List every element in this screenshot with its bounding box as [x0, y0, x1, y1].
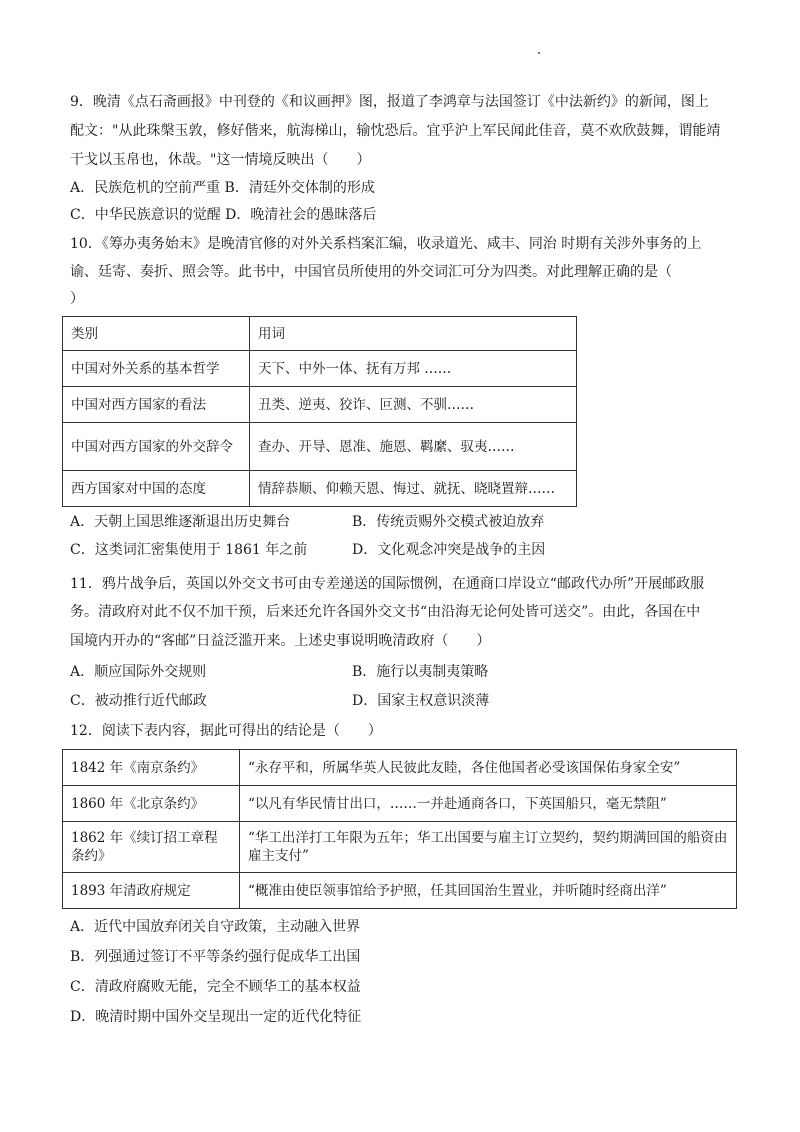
q10-vocabulary-table: [62, 316, 577, 507]
q9-stem-line3: 干戈以玉帛也，休哉。"这一情境反映出（ ）: [70, 152, 371, 168]
q10-option-d: D．文化观念冲突是战争的主因: [352, 542, 546, 558]
table-cell: 情辞恭顺、仰赖天恩、悔过、就抚、晓晓置辩……: [250, 471, 577, 507]
q10-option-a: A．天朝上国思维逐渐退出历史舞台: [70, 514, 291, 530]
table-header-row: [63, 317, 577, 351]
q9-option-ab: A．民族危机的空前严重 B．清廷外交体制的形成: [70, 180, 375, 196]
table-row: [63, 822, 737, 873]
table-cell: “永存平和，所属华英人民彼此友睦，各住他国者必受该国保佑身家全安”: [240, 750, 737, 786]
table-cell: “以凡有华民情甘出口，……一并赴通商各口，下英国船只，毫无禁阻”: [240, 786, 737, 822]
q12-treaty-table: [62, 749, 737, 909]
q12-stem: 12．阅读下表内容，据此可得出的结论是（ ）: [70, 723, 382, 739]
q12-option-b: B．列强通过签订不平等条约强行促成华工出国: [70, 949, 361, 965]
table-cell: 西方国家对中国的态度: [63, 471, 250, 507]
table-row: [63, 750, 737, 786]
q12-option-d: D．晚清时期中国外交呈现出一定的近代化特征: [70, 1009, 362, 1025]
table-cell: 1862 年《续订招工章程条约》: [63, 822, 240, 873]
table-cell: 1842 年《南京条约》: [63, 750, 240, 786]
q10-option-c: C．这类词汇密集使用于 1861 年之前: [70, 542, 308, 558]
q10-option-b: B．传统贡赐外交模式被迫放弃: [352, 514, 545, 530]
q10-stem-line2: 谕、廷寄、奏折、照会等。此书中，中国官员所使用的外交词汇可分为四类。对此理解正确的是（: [70, 264, 672, 280]
q9-stem-line2: 配文："从此珠槃玉敦，修好偕来，航海梯山，输忱恐后。宜乎沪上军民闻此佳音，莫不欢欣鼓舞，谓能靖: [70, 123, 721, 139]
q11-option-c: C．被动推行近代邮政: [70, 693, 207, 709]
q11-stem-line1: 11．鸦片战争后，英国以外交文书可由专差递送的国际惯例，在通商口岸设立“邮政代办所”开展邮政服: [70, 576, 705, 592]
table-header-cell: 类别: [63, 317, 250, 351]
page-dot-mark: [538, 52, 540, 54]
q12-option-c: C．清政府腐败无能，完全不顾华工的基本权益: [70, 979, 361, 995]
table-cell: 查办、开导、恩准、施恩、羁縻、驭夷……: [250, 423, 577, 471]
table-cell: 中国对西方国家的外交辞令: [63, 423, 250, 471]
table-row: [63, 471, 577, 507]
table-row: [63, 873, 737, 909]
q11-option-a: A．顺应国际外交规则: [70, 664, 207, 680]
table-cell: “华工出洋打工年限为五年；华工出国要与雇主订立契约，契约期满回国的船资由雇主支付”: [240, 822, 737, 873]
table-row: [63, 786, 737, 822]
table-row: [63, 423, 577, 471]
table-cell: 天下、中外一体、抚有万邦 ……: [250, 351, 577, 387]
q10-stem-line1: 10．《筹办夷务始末》是晚清官修的对外关系档案汇编，收录道光、咸丰、同治 时期有关涉外事务的上: [70, 236, 702, 252]
q11-stem-line3: 国境内开办的“客邮”日益泛滥开来。上述史事说明晚清政府（ ）: [70, 633, 491, 649]
q9-stem-line1: 9．晚清《点石斋画报》中刊登的《和议画押》图，报道了李鸿章与法国签订《中法新约》的新闻，图上: [70, 94, 709, 110]
table-cell: 中国对外关系的基本哲学: [63, 351, 250, 387]
table-row: [63, 387, 577, 423]
q11-option-b: B．施行以夷制夷策略: [352, 664, 489, 680]
table-cell: “概准由使臣领事馆给予护照，任其回国治生置业，并听随时经商出洋”: [240, 873, 737, 909]
table-header-cell: 用词: [250, 317, 577, 351]
table-cell: 丑类、逆夷、狡诈、叵测、不驯……: [250, 387, 577, 423]
table-cell: 1893 年清政府规定: [63, 873, 240, 909]
table-cell: 1860 年《北京条约》: [63, 786, 240, 822]
table-row: [63, 351, 577, 387]
q10-stem-line3: ）: [70, 291, 84, 307]
q9-option-cd: C．中华民族意识的觉醒 D．晚清社会的愚昧落后: [70, 207, 377, 223]
q11-option-d: D．国家主权意识淡薄: [352, 693, 490, 709]
q11-stem-line2: 务。清政府对此不仅不加干预，后来还允许各国外交文书“由沿海无论何处皆可送交”。由此，各国在中: [70, 604, 701, 620]
table-cell: 中国对西方国家的看法: [63, 387, 250, 423]
q12-option-a: A．近代中国放弃闭关自守政策，主动融入世界: [70, 919, 361, 935]
